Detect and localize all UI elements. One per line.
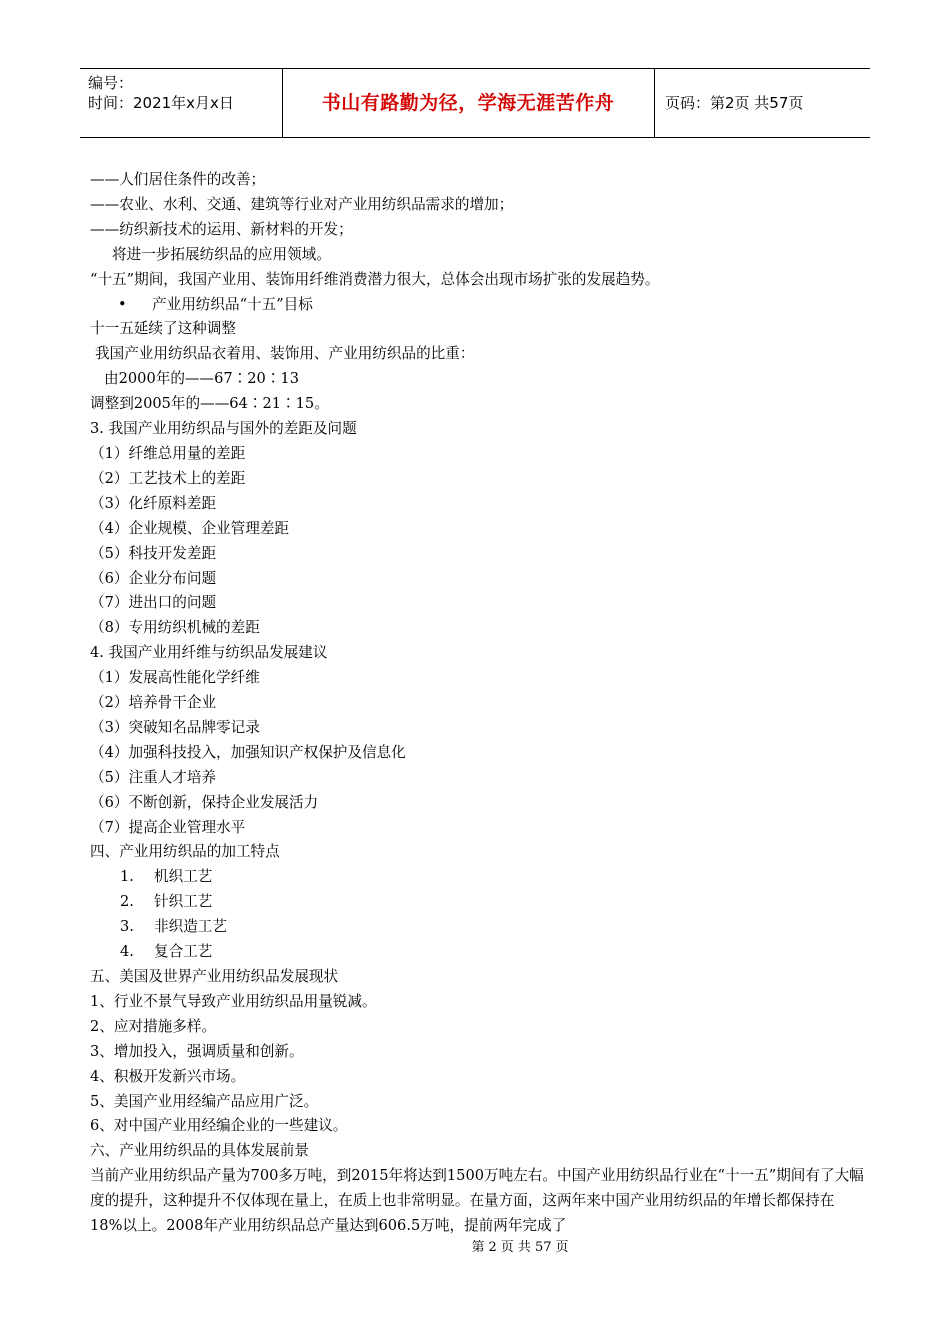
numbered-item [90, 865, 875, 890]
list-item: （5）科技开发差距 [90, 544, 217, 562]
list-item: （6）不断创新，保持企业发展活力 [90, 793, 319, 811]
list-item: （6）企业分布问题 [90, 569, 217, 587]
list-item: （7）提高企业管理水平 [90, 818, 246, 836]
section-heading: 五、美国及世界产业用纺织品发展现状 [90, 968, 339, 985]
body-paragraph [90, 1164, 865, 1239]
item-number: 4. [120, 943, 134, 961]
footer-suffix: 页 [555, 1240, 569, 1255]
footer-page-number: 2 [488, 1240, 497, 1255]
footer-middle: 页 共 [500, 1240, 531, 1255]
header-page-cell [655, 69, 870, 137]
list-item: （3）化纤原料差距 [90, 494, 217, 512]
list-item: （8）专用纺织机械的差距 [90, 619, 260, 637]
list-item: 2、应对措施多样。 [90, 1017, 217, 1035]
list-item: （3）突破知名品牌零记录 [90, 718, 260, 736]
header-left-cell [80, 69, 283, 137]
page-header [80, 68, 870, 138]
item-text: 针织工艺 [154, 893, 213, 911]
list-item: 5、美国产业用经编产品应用广泛。 [90, 1092, 319, 1110]
section-heading: 六、产业用纺织品的具体发展前景 [90, 1142, 309, 1160]
list-item: 1、行业不景气导致产业用纺织品用量锐减。 [90, 992, 377, 1010]
item-number: 3. [120, 918, 134, 936]
item-number: 2. [120, 893, 134, 911]
text-line: 调整到2005年的——64∶21∶15。 [90, 395, 329, 413]
numbered-item [90, 890, 875, 915]
text-line: 我国产业用纺织品衣着用、装饰用、产业用纺织品的比重： [95, 345, 475, 363]
list-item: （5）注重人才培养 [90, 768, 217, 786]
text-line: 将进一步拓展纺织品的应用领域。 [112, 245, 331, 263]
list-item: （4）加强科技投入，加强知识产权保护及信息化 [90, 743, 406, 761]
number-label: 编号： [88, 74, 134, 92]
motto-text: 书山有路勤为径，学海无涯苦作舟 [321, 92, 615, 114]
list-item: （1）纤维总用量的差距 [90, 444, 246, 462]
text-line: 十一五延续了这种调整 [90, 320, 236, 338]
text-line: “十五”期间，我国产业用、装饰用纤维消费潜力很大，总体会出现市场扩张的发展趋势。 [90, 270, 660, 288]
header-motto-cell [282, 69, 655, 137]
page-footer [0, 1236, 950, 1255]
paragraph-text: 当前产业用纺织品产量为700多万吨，到2015年将达到1500万吨左右。中国产业用纺织品行业在“十一五”期间有了大幅度的提升，这种提升不仅体现在量上，在质上也非常明显。在量方面，这两年来中国产业用纺织品的年增长都保持在18%以上。2008年产业用纺织品总产量达到606.5万吨，提前两年完成了 [90, 1167, 864, 1235]
footer-total-pages: 57 [534, 1240, 552, 1255]
list-item: （4）企业规模、企业管理差距 [90, 519, 290, 537]
list-item: （2）工艺技术上的差距 [90, 469, 246, 487]
numbered-item [90, 915, 875, 940]
section-heading: 四、产业用纺织品的加工特点 [90, 843, 280, 861]
item-text: 机织工艺 [154, 868, 213, 886]
text-line: ——纺织新技术的运用、新材料的开发； [90, 220, 353, 238]
text-line: 由2000年的——67∶20∶13 [104, 370, 300, 388]
bullet-dot-icon: • [118, 295, 127, 313]
time-label: 时间：2021年x月x日 [88, 94, 234, 112]
section-heading: 4. 我国产业用纤维与纺织品发展建议 [90, 644, 328, 662]
item-text: 非织造工艺 [154, 918, 227, 936]
list-item: 6、对中国产业用经编企业的一些建议。 [90, 1117, 348, 1135]
section-heading: 3. 我国产业用纺织品与国外的差距及问题 [90, 420, 357, 438]
numbered-item [90, 940, 875, 965]
bullet-text: 产业用纺织品“十五”目标 [152, 295, 313, 313]
list-item: 3、增加投入，强调质量和创新。 [90, 1042, 304, 1060]
list-item: （1）发展高性能化学纤维 [90, 669, 260, 687]
list-item: 4、积极开发新兴市场。 [90, 1067, 246, 1085]
text-line: ——农业、水利、交通、建筑等行业对产业用纺织品需求的增加； [90, 195, 514, 213]
page-info: 页码：第2页 共57页 [665, 94, 804, 112]
footer-prefix: 第 [471, 1240, 485, 1255]
document-body [90, 168, 875, 1239]
list-item: （2）培养骨干企业 [90, 694, 217, 712]
list-item: （7）进出口的问题 [90, 594, 217, 612]
item-text: 复合工艺 [154, 943, 213, 961]
bullet-item [90, 293, 875, 318]
text-line: ——人们居住条件的改善； [90, 171, 266, 188]
item-number: 1. [120, 868, 134, 886]
